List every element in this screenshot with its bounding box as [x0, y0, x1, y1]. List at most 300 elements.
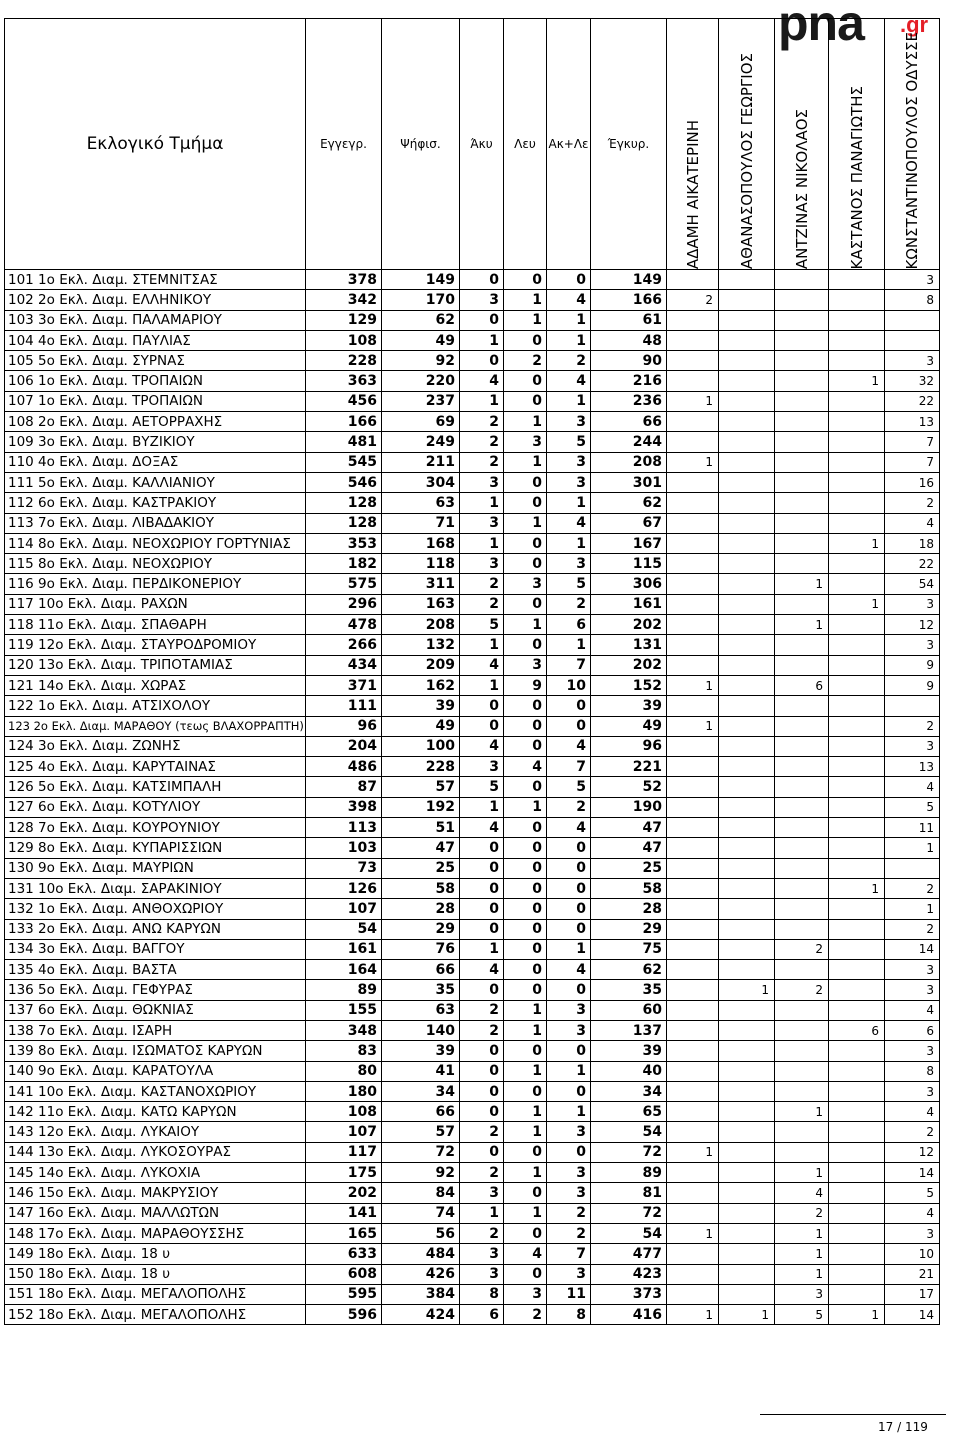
table-row — [5, 1020, 940, 1040]
count-cell: 2 — [460, 594, 504, 614]
candidate-vote-cell: 3 — [885, 1041, 940, 1061]
candidate-vote-cell — [775, 736, 829, 756]
candidate-vote-cell: 1 — [829, 594, 885, 614]
count-cell: 39 — [382, 1041, 460, 1061]
section-name-cell: 146 15ο Εκλ. Διαμ. ΜΑΚΡΥΣΙΟΥ — [5, 1183, 306, 1203]
count-cell: 1 — [547, 939, 591, 959]
table-row — [5, 1081, 940, 1101]
count-cell: 378 — [306, 270, 382, 290]
count-cell: 301 — [591, 472, 667, 492]
results-table — [4, 18, 940, 1325]
count-cell: 0 — [504, 960, 547, 980]
count-cell: 54 — [591, 1122, 667, 1142]
candidate-vote-cell: 7 — [885, 452, 940, 472]
candidate-vote-cell — [775, 899, 829, 919]
table-row — [5, 1102, 940, 1122]
header-blank: Λευ — [504, 19, 547, 270]
section-name-cell: 143 12ο Εκλ. Διαμ. ΛΥΚΑΙΟΥ — [5, 1122, 306, 1142]
count-cell: 71 — [382, 513, 460, 533]
count-cell: 1 — [504, 1122, 547, 1142]
count-cell: 4 — [460, 371, 504, 391]
count-cell: 73 — [306, 858, 382, 878]
count-cell: 137 — [591, 1020, 667, 1040]
candidate-vote-cell — [667, 757, 719, 777]
candidate-vote-cell — [719, 1000, 775, 1020]
section-name-cell: 136 5ο Εκλ. Διαμ. ΓΕΦΥΡΑΣ — [5, 980, 306, 1000]
candidate-vote-cell — [829, 412, 885, 432]
candidate-vote-cell — [775, 858, 829, 878]
count-cell: 47 — [591, 838, 667, 858]
candidate-vote-cell — [667, 1081, 719, 1101]
candidate-vote-cell — [667, 1264, 719, 1284]
count-cell: 0 — [460, 310, 504, 330]
table-row — [5, 472, 940, 492]
count-cell: 49 — [382, 716, 460, 736]
count-cell: 35 — [591, 980, 667, 1000]
candidate-vote-cell: 1 — [667, 1142, 719, 1162]
count-cell: 546 — [306, 472, 382, 492]
candidate-vote-cell: 7 — [885, 432, 940, 452]
table-row — [5, 330, 940, 350]
candidate-vote-cell: 1 — [775, 1223, 829, 1243]
count-cell: 2 — [547, 594, 591, 614]
section-name-cell: 147 16ο Εκλ. Διαμ. ΜΑΛΛΩΤΩΝ — [5, 1203, 306, 1223]
section-name-cell: 135 4ο Εκλ. Διαμ. ΒΑΣΤΑ — [5, 960, 306, 980]
candidate-vote-cell — [719, 675, 775, 695]
header-valid: Έγκυρ. — [591, 19, 667, 270]
section-name-cell: 131 10ο Εκλ. Διαμ. ΣΑΡΑΚΙΝΙΟΥ — [5, 878, 306, 898]
count-cell: 1 — [547, 533, 591, 553]
count-cell: 25 — [591, 858, 667, 878]
count-cell: 166 — [306, 412, 382, 432]
candidate-vote-cell — [719, 472, 775, 492]
count-cell: 0 — [504, 371, 547, 391]
candidate-vote-cell — [775, 1061, 829, 1081]
table-row — [5, 310, 940, 330]
candidate-vote-cell — [829, 554, 885, 574]
count-cell: 5 — [460, 777, 504, 797]
count-cell: 4 — [547, 371, 591, 391]
table-row — [5, 960, 940, 980]
count-cell: 72 — [591, 1203, 667, 1223]
count-cell: 456 — [306, 391, 382, 411]
candidate-vote-cell — [719, 1142, 775, 1162]
candidate-vote-cell — [829, 493, 885, 513]
candidate-vote-cell — [667, 635, 719, 655]
candidate-vote-cell: 3 — [885, 594, 940, 614]
count-cell: 3 — [547, 554, 591, 574]
count-cell: 0 — [547, 270, 591, 290]
table-row — [5, 838, 940, 858]
table-row — [5, 533, 940, 553]
count-cell: 4 — [460, 960, 504, 980]
candidate-vote-cell — [719, 1163, 775, 1183]
count-cell: 1 — [460, 391, 504, 411]
candidate-vote-cell — [667, 615, 719, 635]
candidate-vote-cell: 2 — [885, 919, 940, 939]
count-cell: 1 — [460, 493, 504, 513]
candidate-vote-cell: 4 — [775, 1183, 829, 1203]
candidate-vote-cell — [719, 838, 775, 858]
count-cell: 2 — [547, 351, 591, 371]
count-cell: 2 — [547, 797, 591, 817]
count-cell: 481 — [306, 432, 382, 452]
candidate-vote-cell: 18 — [885, 533, 940, 553]
candidate-vote-cell — [667, 655, 719, 675]
section-name-cell: 110 4ο Εκλ. Διαμ. ΔΟΞΑΣ — [5, 452, 306, 472]
candidate-vote-cell — [829, 1000, 885, 1020]
candidate-vote-cell: 32 — [885, 371, 940, 391]
candidate-vote-cell — [829, 1223, 885, 1243]
candidate-vote-cell — [719, 351, 775, 371]
count-cell: 0 — [504, 270, 547, 290]
candidate-vote-cell — [775, 1142, 829, 1162]
candidate-vote-cell: 54 — [885, 574, 940, 594]
count-cell: 131 — [591, 635, 667, 655]
count-cell: 0 — [460, 878, 504, 898]
count-cell: 1 — [504, 290, 547, 310]
header-voted: Ψήφισ. — [382, 19, 460, 270]
candidate-vote-cell — [775, 716, 829, 736]
count-cell: 244 — [591, 432, 667, 452]
count-cell: 0 — [504, 1041, 547, 1061]
candidate-vote-cell — [667, 270, 719, 290]
count-cell: 41 — [382, 1061, 460, 1081]
candidate-vote-cell — [775, 472, 829, 492]
count-cell: 1 — [460, 1203, 504, 1223]
table-row — [5, 1163, 940, 1183]
candidate-vote-cell — [667, 899, 719, 919]
count-cell: 363 — [306, 371, 382, 391]
count-cell: 47 — [591, 818, 667, 838]
section-name-cell: 101 1ο Εκλ. Διαμ. ΣΤΕΜΝΙΤΣΑΣ — [5, 270, 306, 290]
candidate-vote-cell — [667, 939, 719, 959]
count-cell: 3 — [460, 1264, 504, 1284]
count-cell: 28 — [591, 899, 667, 919]
candidate-vote-cell — [775, 919, 829, 939]
candidate-vote-cell: 1 — [829, 878, 885, 898]
count-cell: 72 — [382, 1142, 460, 1162]
count-cell: 57 — [382, 777, 460, 797]
count-cell: 0 — [504, 1223, 547, 1243]
section-name-cell: 120 13ο Εκλ. Διαμ. ΤΡΙΠΟΤΑΜΙΑΣ — [5, 655, 306, 675]
count-cell: 3 — [460, 1183, 504, 1203]
count-cell: 3 — [547, 472, 591, 492]
table-row — [5, 615, 940, 635]
count-cell: 208 — [591, 452, 667, 472]
candidate-vote-cell — [667, 432, 719, 452]
candidate-vote-cell — [829, 330, 885, 350]
candidate-name: ΑΔΑΜΗ ΑΙΚΑΤΕΡΙΝΗ — [683, 119, 702, 269]
count-cell: 7 — [547, 1244, 591, 1264]
count-cell: 92 — [382, 1163, 460, 1183]
count-cell: 76 — [382, 939, 460, 959]
count-cell: 165 — [306, 1223, 382, 1243]
count-cell: 4 — [460, 736, 504, 756]
count-cell: 211 — [382, 452, 460, 472]
section-name-cell: 142 11ο Εκλ. Διαμ. ΚΑΤΩ ΚΑΡΥΩΝ — [5, 1102, 306, 1122]
candidate-vote-cell — [667, 412, 719, 432]
candidate-vote-cell — [667, 594, 719, 614]
candidate-vote-cell: 11 — [885, 818, 940, 838]
count-cell: 69 — [382, 412, 460, 432]
candidate-vote-cell — [829, 655, 885, 675]
candidate-vote-cell: 2 — [885, 716, 940, 736]
count-cell: 398 — [306, 797, 382, 817]
count-cell: 3 — [547, 1183, 591, 1203]
candidate-vote-cell — [775, 290, 829, 310]
section-name-cell: 105 5ο Εκλ. Διαμ. ΣΥΡΝΑΣ — [5, 351, 306, 371]
candidate-vote-cell: 1 — [775, 615, 829, 635]
candidate-vote-cell — [719, 310, 775, 330]
candidate-vote-cell: 1 — [667, 452, 719, 472]
candidate-vote-cell: 14 — [885, 1163, 940, 1183]
candidate-vote-cell — [775, 391, 829, 411]
table-row — [5, 432, 940, 452]
count-cell: 63 — [382, 493, 460, 513]
candidate-vote-cell — [667, 838, 719, 858]
count-cell: 0 — [547, 1041, 591, 1061]
candidate-vote-cell — [829, 939, 885, 959]
header-candidate — [719, 19, 775, 270]
section-name-cell: 115 8ο Εκλ. Διαμ. ΝΕΟΧΩΡΙΟΥ — [5, 554, 306, 574]
count-cell: 113 — [306, 818, 382, 838]
header-invalid-blank: Ακ+Λε — [547, 19, 591, 270]
count-cell: 8 — [460, 1284, 504, 1304]
count-cell: 108 — [306, 330, 382, 350]
count-cell: 111 — [306, 696, 382, 716]
candidate-vote-cell — [667, 554, 719, 574]
candidate-vote-cell — [667, 1041, 719, 1061]
count-cell: 166 — [591, 290, 667, 310]
count-cell: 0 — [504, 838, 547, 858]
candidate-vote-cell — [829, 858, 885, 878]
candidate-vote-cell — [667, 960, 719, 980]
section-name-cell: 112 6ο Εκλ. Διαμ. ΚΑΣΤΡΑΚΙΟΥ — [5, 493, 306, 513]
count-cell: 66 — [382, 960, 460, 980]
table-row — [5, 655, 940, 675]
candidate-vote-cell — [829, 797, 885, 817]
candidate-vote-cell — [719, 939, 775, 959]
count-cell: 1 — [460, 635, 504, 655]
table-row — [5, 899, 940, 919]
candidate-vote-cell — [719, 533, 775, 553]
section-name-cell: 133 2ο Εκλ. Διαμ. ΑΝΩ ΚΑΡΥΩΝ — [5, 919, 306, 939]
header-row — [5, 19, 940, 270]
count-cell: 192 — [382, 797, 460, 817]
candidate-vote-cell — [885, 858, 940, 878]
count-cell: 0 — [504, 858, 547, 878]
candidate-vote-cell — [719, 736, 775, 756]
table-row — [5, 513, 940, 533]
table-row — [5, 351, 940, 371]
count-cell: 141 — [306, 1203, 382, 1223]
candidate-vote-cell — [719, 1284, 775, 1304]
header-candidate — [667, 19, 719, 270]
section-name-cell: 121 14ο Εκλ. Διαμ. ΧΩΡΑΣ — [5, 675, 306, 695]
count-cell: 3 — [504, 1284, 547, 1304]
count-cell: 4 — [504, 757, 547, 777]
count-cell: 1 — [460, 939, 504, 959]
candidate-vote-cell — [775, 351, 829, 371]
count-cell: 1 — [547, 493, 591, 513]
count-cell: 266 — [306, 635, 382, 655]
count-cell: 92 — [382, 351, 460, 371]
count-cell: 3 — [547, 1000, 591, 1020]
count-cell: 66 — [591, 412, 667, 432]
table-row — [5, 391, 940, 411]
candidate-vote-cell: 3 — [885, 960, 940, 980]
candidate-vote-cell — [719, 1122, 775, 1142]
candidate-vote-cell — [829, 351, 885, 371]
section-name-cell: 108 2ο Εκλ. Διαμ. ΑΕΤΟΡΡΑΧΗΣ — [5, 412, 306, 432]
candidate-vote-cell — [775, 655, 829, 675]
candidate-vote-cell: 2 — [775, 939, 829, 959]
candidate-vote-cell — [829, 1183, 885, 1203]
count-cell: 3 — [504, 655, 547, 675]
count-cell: 75 — [591, 939, 667, 959]
count-cell: 0 — [504, 1081, 547, 1101]
count-cell: 1 — [504, 513, 547, 533]
count-cell: 2 — [460, 1223, 504, 1243]
candidate-vote-cell — [775, 270, 829, 290]
count-cell: 1 — [504, 797, 547, 817]
section-name-cell: 130 9ο Εκλ. Διαμ. ΜΑΥΡΙΩΝ — [5, 858, 306, 878]
candidate-vote-cell: 6 — [829, 1020, 885, 1040]
candidate-vote-cell — [829, 777, 885, 797]
candidate-vote-cell — [829, 1284, 885, 1304]
count-cell: 35 — [382, 980, 460, 1000]
count-cell: 2 — [460, 574, 504, 594]
count-cell: 62 — [591, 960, 667, 980]
candidate-vote-cell: 9 — [885, 675, 940, 695]
section-name-cell: 128 7ο Εκλ. Διαμ. ΚΟΥΡΟΥΝΙΟΥ — [5, 818, 306, 838]
candidate-vote-cell — [829, 919, 885, 939]
candidate-vote-cell — [667, 777, 719, 797]
candidate-vote-cell — [667, 878, 719, 898]
candidate-vote-cell — [719, 1102, 775, 1122]
count-cell: 5 — [547, 777, 591, 797]
candidate-vote-cell — [667, 1122, 719, 1142]
section-name-cell: 129 8ο Εκλ. Διαμ. ΚΥΠΑΡΙΣΣΙΩΝ — [5, 838, 306, 858]
candidate-vote-cell — [829, 1264, 885, 1284]
count-cell: 89 — [591, 1163, 667, 1183]
count-cell: 373 — [591, 1284, 667, 1304]
count-cell: 0 — [504, 472, 547, 492]
count-cell: 1 — [547, 1061, 591, 1081]
candidate-vote-cell — [719, 1223, 775, 1243]
section-name-cell: 148 17ο Εκλ. Διαμ. ΜΑΡΑΘΟΥΣΣΗΣ — [5, 1223, 306, 1243]
candidate-vote-cell — [667, 533, 719, 553]
count-cell: 90 — [591, 351, 667, 371]
candidate-vote-cell — [775, 452, 829, 472]
table-row — [5, 412, 940, 432]
candidate-vote-cell — [719, 412, 775, 432]
count-cell: 51 — [382, 818, 460, 838]
candidate-vote-cell — [775, 757, 829, 777]
candidate-vote-cell — [667, 493, 719, 513]
count-cell: 0 — [460, 351, 504, 371]
count-cell: 202 — [306, 1183, 382, 1203]
count-cell: 149 — [382, 270, 460, 290]
count-cell: 545 — [306, 452, 382, 472]
count-cell: 0 — [504, 391, 547, 411]
count-cell: 118 — [382, 554, 460, 574]
candidate-vote-cell — [719, 757, 775, 777]
count-cell: 342 — [306, 290, 382, 310]
count-cell: 40 — [591, 1061, 667, 1081]
section-name-cell: 102 2ο Εκλ. Διαμ. ΕΛΛΗΝΙΚΟΥ — [5, 290, 306, 310]
count-cell: 2 — [504, 351, 547, 371]
count-cell: 0 — [504, 716, 547, 736]
candidate-vote-cell — [719, 1183, 775, 1203]
count-cell: 34 — [382, 1081, 460, 1101]
logo-suffix: .gr — [900, 12, 929, 37]
count-cell: 478 — [306, 615, 382, 635]
candidate-vote-cell — [667, 472, 719, 492]
candidate-vote-cell — [719, 1020, 775, 1040]
count-cell: 3 — [547, 1163, 591, 1183]
candidate-vote-cell — [775, 371, 829, 391]
count-cell: 0 — [504, 635, 547, 655]
candidate-vote-cell: 1 — [667, 1223, 719, 1243]
table-row — [5, 1284, 940, 1304]
count-cell: 58 — [382, 878, 460, 898]
candidate-vote-cell — [885, 310, 940, 330]
candidate-vote-cell — [719, 818, 775, 838]
count-cell: 423 — [591, 1264, 667, 1284]
candidate-vote-cell: 8 — [885, 1061, 940, 1081]
count-cell: 0 — [504, 1264, 547, 1284]
count-cell: 66 — [382, 1102, 460, 1122]
count-cell: 182 — [306, 554, 382, 574]
table-row — [5, 1000, 940, 1020]
count-cell: 0 — [547, 919, 591, 939]
table-row — [5, 1142, 940, 1162]
candidate-vote-cell: 1 — [667, 1305, 719, 1325]
count-cell: 0 — [504, 736, 547, 756]
count-cell: 54 — [306, 919, 382, 939]
count-cell: 1 — [504, 1203, 547, 1223]
candidate-vote-cell — [667, 1061, 719, 1081]
count-cell: 1 — [504, 1102, 547, 1122]
count-cell: 1 — [547, 391, 591, 411]
candidate-vote-cell — [829, 391, 885, 411]
count-cell: 155 — [306, 1000, 382, 1020]
table-row — [5, 736, 940, 756]
candidate-vote-cell — [829, 472, 885, 492]
count-cell: 371 — [306, 675, 382, 695]
candidate-name: ΑΝΤΖΙΝΑΣ ΝΙΚΟΛΑΟΣ — [792, 108, 811, 269]
count-cell: 162 — [382, 675, 460, 695]
candidate-vote-cell — [719, 960, 775, 980]
candidate-vote-cell — [719, 1041, 775, 1061]
candidate-vote-cell: 22 — [885, 554, 940, 574]
candidate-vote-cell: 1 — [775, 574, 829, 594]
table-row — [5, 757, 940, 777]
count-cell: 0 — [460, 919, 504, 939]
candidate-vote-cell — [829, 838, 885, 858]
count-cell: 152 — [591, 675, 667, 695]
table-row — [5, 1061, 940, 1081]
count-cell: 0 — [460, 716, 504, 736]
count-cell: 0 — [547, 1081, 591, 1101]
candidate-vote-cell: 1 — [719, 1305, 775, 1325]
candidate-vote-cell: 1 — [719, 980, 775, 1000]
count-cell: 4 — [547, 513, 591, 533]
candidate-vote-cell — [829, 1142, 885, 1162]
candidate-vote-cell — [667, 310, 719, 330]
